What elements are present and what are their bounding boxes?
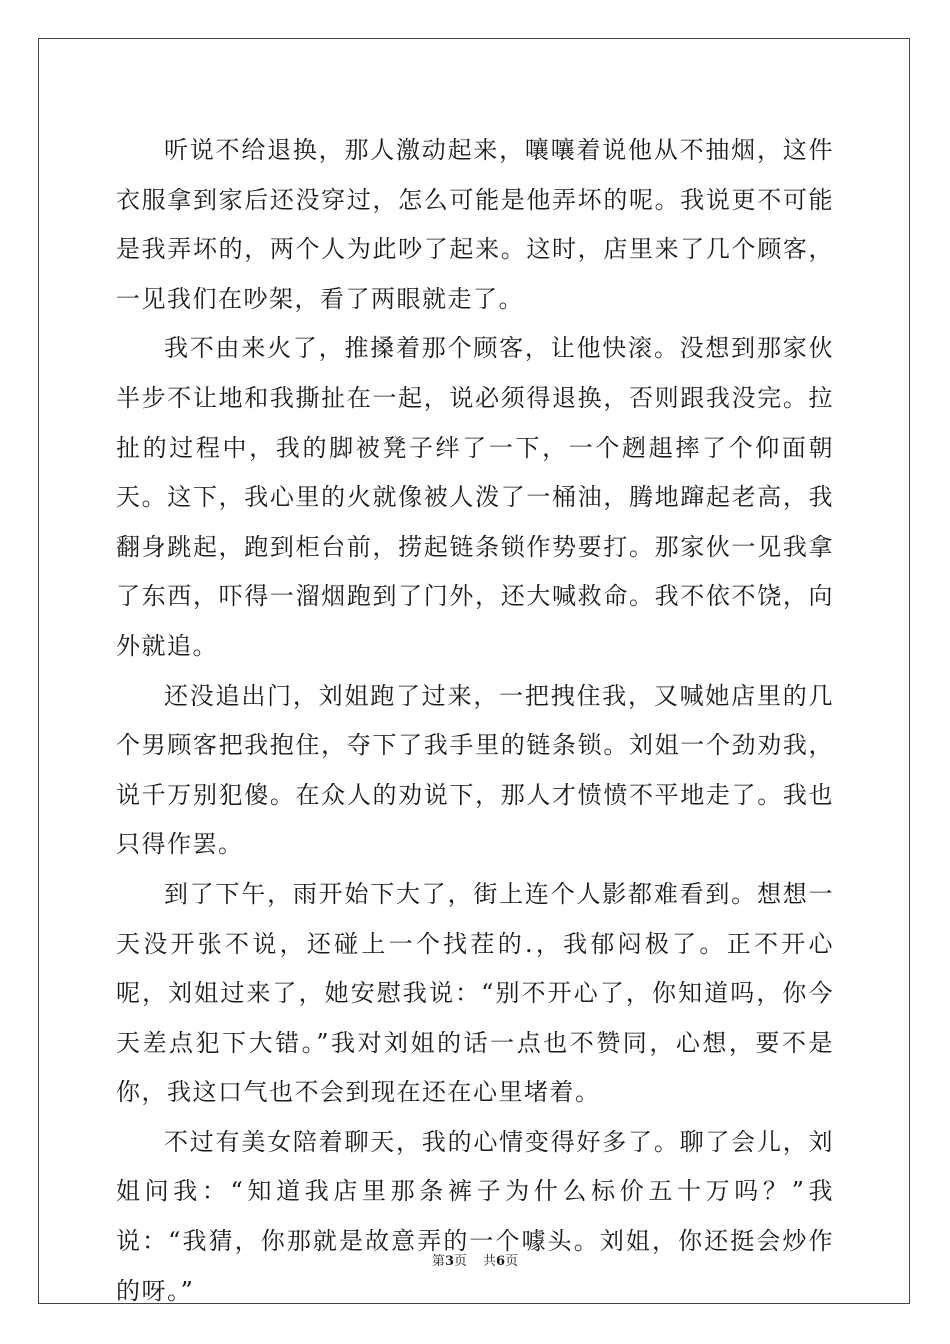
total-prefix: 共 [483,1254,497,1269]
paragraph: 我不由来火了，推搡着那个顾客，让他快滚。没想到那家伙半步不让地和我撕扯在一起，说必须得退换，否则跟我没完。拉扯的过程中，我的脚被凳子绊了一下，一个趔趄摔了个仰面朝天。这下，我心里的火就像被人泼了一桶油，腾地蹿起老高，我翻身跳起，跑到柜台前，捞起链条锁作势要打。那家伙一见我拿了东西，吓得一溜烟跑到了门外，还大喊救命。我不依不饶，向外就追。 [116,334,834,660]
paragraph: 到了下午，雨开始下大了，街上连个人影都难看到。想想一天没开张不说，还碰上一个找茬的.，我郁闷极了。正不开心呢，刘姐过来了，她安慰我说：“别不开心了，你知道吗，你今天差点犯下大错。”我对刘姐的话一点也不赞同，心想，要不是你，我这口气也不会到现在还在心里堵着。 [116,879,834,1107]
page-current: 3 [444,1254,454,1269]
page-footer [0,1250,950,1269]
document-body [116,126,834,1316]
page-suffix: 页 [453,1254,467,1269]
paragraph: 不过有美女陪着聊天，我的心情变得好多了。聊了会儿，刘姐问我：“知道我店里那条裤子为什么标价五十万吗？”我说：“我猜，你那就是故意弄的一个噱头。刘姐，你还挺会炒作的呀。” [116,1127,834,1305]
paragraph: 听说不给退换，那人激动起来，嚷嚷着说他从不抽烟，这件衣服拿到家后还没穿过，怎么可能是他弄坏的呢。我说更不可能是我弄坏的，两个人为此吵了起来。这时，店里来了几个顾客，一见我们在吵架，看了两眼就走了。 [116,136,834,313]
total-suffix: 页 [505,1254,519,1269]
page-total: 6 [496,1254,506,1269]
paragraph: 还没追出门，刘姐跑了过来，一把拽住我，又喊她店里的几个男顾客把我抱住，夺下了我手里的链条锁。刘姐一个劲劝我，说千万别犯傻。在众人的劝说下，那人才愤愤不平地走了。我也只得作罢。 [116,681,834,859]
page-prefix: 第 [431,1254,445,1269]
